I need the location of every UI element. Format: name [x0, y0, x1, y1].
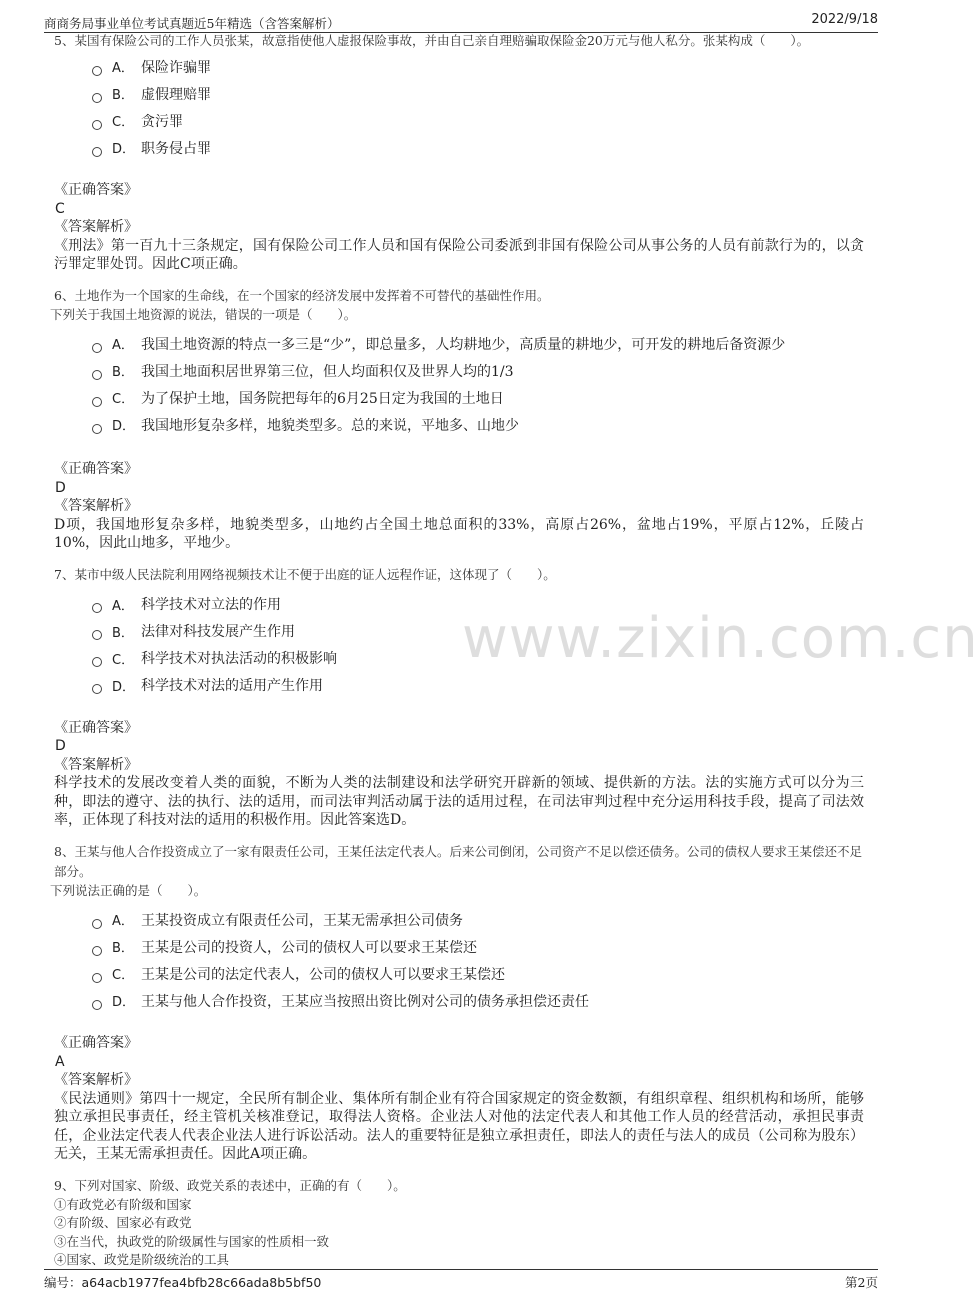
- document-title: 商商务局事业单位考试真题近5年精选（含答案解析）: [44, 16, 340, 31]
- answer-value: D: [55, 479, 66, 496]
- explanation-text: D项，我国地形复杂多样，地貌类型多，山地约占全国土地总面积的33%，高原占26%，盆地占19%，平原占12%，丘陵占10%，因此山地多，平地少。: [54, 516, 864, 551]
- option-b[interactable]: B． 虚假理赔罪: [92, 80, 864, 107]
- question-stem: 7、某市中级人民法院利用网络视频技术让不便于出庭的证人远程作证，这体现了（ ）。: [54, 566, 556, 582]
- option-b[interactable]: B． 王某是公司的投资人，公司的债权人可以要求王某偿还: [92, 933, 864, 960]
- explanation-label: 《答案解析》: [54, 498, 138, 514]
- radio-icon[interactable]: [92, 147, 102, 157]
- question-5: [54, 33, 864, 274]
- document-date: 2022/9/18: [811, 12, 878, 27]
- watermark: www.zixin.com.cn: [462, 606, 979, 671]
- radio-icon[interactable]: [92, 603, 102, 613]
- option-a[interactable]: A． 王某投资成立有限责任公司，王某无需承担公司债务: [92, 906, 864, 933]
- answer-label: 《正确答案》: [54, 182, 138, 198]
- statement-item: ①有政党必有阶级和国家: [54, 1196, 192, 1212]
- question-6: [50, 286, 864, 553]
- radio-icon[interactable]: [92, 424, 102, 434]
- radio-icon[interactable]: [92, 120, 102, 130]
- question-7: [54, 565, 864, 830]
- statement-item: ②有阶级、国家必有政党: [54, 1215, 192, 1230]
- question-list: [50, 33, 864, 1270]
- option-a[interactable]: A． 我国土地资源的特点一多三是“少”，即总量多，人均耕地少，高质量的耕地少，可开发的耕地后备资源少: [92, 330, 864, 357]
- question-stem: 9、下列对国家、阶级、政党关系的表述中，正确的有（ ）。: [54, 1177, 406, 1193]
- answer-block: [54, 1034, 864, 1164]
- question-9: [54, 1176, 864, 1270]
- radio-icon[interactable]: [92, 657, 102, 667]
- radio-icon[interactable]: [92, 1000, 102, 1010]
- statement-item: ④国家、政党是阶级统治的工具: [54, 1252, 230, 1267]
- option-d[interactable]: D． 职务侵占罪: [92, 134, 864, 161]
- page-footer: [44, 1269, 878, 1292]
- radio-icon[interactable]: [92, 973, 102, 983]
- radio-icon[interactable]: [92, 93, 102, 103]
- answer-label: 《正确答案》: [54, 719, 138, 736]
- option-list: [92, 591, 864, 699]
- answer-block: [54, 719, 864, 830]
- question-8: [50, 842, 864, 1164]
- explanation-label: 《答案解析》: [54, 756, 138, 773]
- explanation-label: 《答案解析》: [54, 1072, 138, 1088]
- answer-block: [54, 181, 864, 274]
- radio-icon[interactable]: [92, 630, 102, 640]
- option-list: [92, 330, 864, 438]
- page-header: [44, 12, 878, 33]
- explanation-text: 科学技术的发展改变着人类的面貌，不断为人类的法制建设和法学研究开辟新的领域、提供新的方法。法的实施方式可以分为三种，即法的遵守、法的执行、法的适用，而司法审判活动属于法的适用过程，在司法审判过程中充分运用科技手段，提高了司法效率，正体现了科技对法的适用的积极作用。因此答案选D。: [54, 775, 864, 828]
- radio-icon[interactable]: [92, 66, 102, 76]
- radio-icon[interactable]: [92, 684, 102, 694]
- answer-label: 《正确答案》: [54, 461, 138, 477]
- option-c[interactable]: C． 为了保护土地，国务院把每年的6月25日定为我国的土地日: [92, 384, 864, 411]
- explanation-label: 《答案解析》: [54, 219, 138, 235]
- question-sub-stem: 下列说法正确的是（ ）。: [50, 882, 207, 898]
- option-a[interactable]: A． 保险诈骗罪: [92, 53, 864, 80]
- option-a[interactable]: A． 科学技术对立法的作用: [92, 591, 864, 618]
- question-stem: 6、土地作为一个国家的生命线，在一个国家的经济发展中发挥着不可替代的基础性作用。: [54, 287, 550, 303]
- option-c[interactable]: C． 科学技术对执法活动的积极影响: [92, 645, 864, 672]
- question-stem: 8、王某与他人合作投资成立了一家有限责任公司，王某任法定代表人。后来公司倒闭，公司资产不足以偿还债务。公司的债权人要求王某偿还不足部分。: [54, 843, 862, 879]
- radio-icon[interactable]: [92, 370, 102, 380]
- explanation-text: 《刑法》第一百九十三条规定，国有保险公司工作人员和国有保险公司委派到非国有保险公司从事公务的人员有前款行为的，以贪污罪定罪处罚。因此C项正确。: [54, 237, 864, 272]
- radio-icon[interactable]: [92, 946, 102, 956]
- answer-block: [54, 460, 864, 553]
- radio-icon[interactable]: [92, 343, 102, 353]
- option-b[interactable]: B． 法律对科技发展产生作用: [92, 618, 864, 645]
- option-d[interactable]: D． 王某与他人合作投资，王某应当按照出资比例对公司的债务承担偿还责任: [92, 987, 864, 1014]
- statement-item: ③在当代，执政党的阶级属性与国家的性质相一致: [54, 1233, 330, 1249]
- option-d[interactable]: D． 科学技术对法的适用产生作用: [92, 672, 864, 699]
- option-list: [92, 906, 864, 1014]
- radio-icon[interactable]: [92, 919, 102, 929]
- option-c[interactable]: C． 贪污罪: [92, 107, 864, 134]
- answer-value: A: [55, 1053, 65, 1070]
- answer-label: 《正确答案》: [54, 1035, 138, 1051]
- answer-value: C: [55, 200, 65, 217]
- answer-value: D: [55, 738, 66, 754]
- option-b[interactable]: B． 我国土地面积居世界第三位，但人均面积仅及世界人均的1/3: [92, 357, 864, 384]
- option-c[interactable]: C． 王某是公司的法定代表人，公司的债权人可以要求王某偿还: [92, 960, 864, 987]
- option-d[interactable]: D． 我国地形复杂多样，地貌类型多。总的来说，平地多、山地少: [92, 411, 864, 438]
- option-list: [92, 53, 864, 161]
- page-number: 第2页: [845, 1275, 878, 1290]
- radio-icon[interactable]: [92, 397, 102, 407]
- explanation-text: 《民法通则》第四十一规定，全民所有制企业、集体所有制企业有符合国家规定的资金数额，有组织章程、组织机构和场所，能够独立承担民事责任，经主管机关核准登记，取得法人资格。企业法人对他的法定代表人和其他工作人员的经营活动，承担民事责任，企业法定代表人代表企业法人进行诉讼活动。法人的重要特征是独立承担责任，即法人的责任与法人的成员（公司称为股东）无关，王某无需承担责任。因此A项正确。: [54, 1090, 864, 1162]
- question-sub-stem: 下列关于我国土地资源的说法，错误的一项是（ ）。: [50, 306, 357, 322]
- document-code: 编号：a64acb1977fea4bfb28c66ada8b5bf50: [44, 1275, 322, 1290]
- question-stem: 5、某国有保险公司的工作人员张某，故意指使他人虚报保险事故，并由自己亲自理赔骗取保险金20万元与他人私分。张某构成（ ）。: [54, 33, 810, 48]
